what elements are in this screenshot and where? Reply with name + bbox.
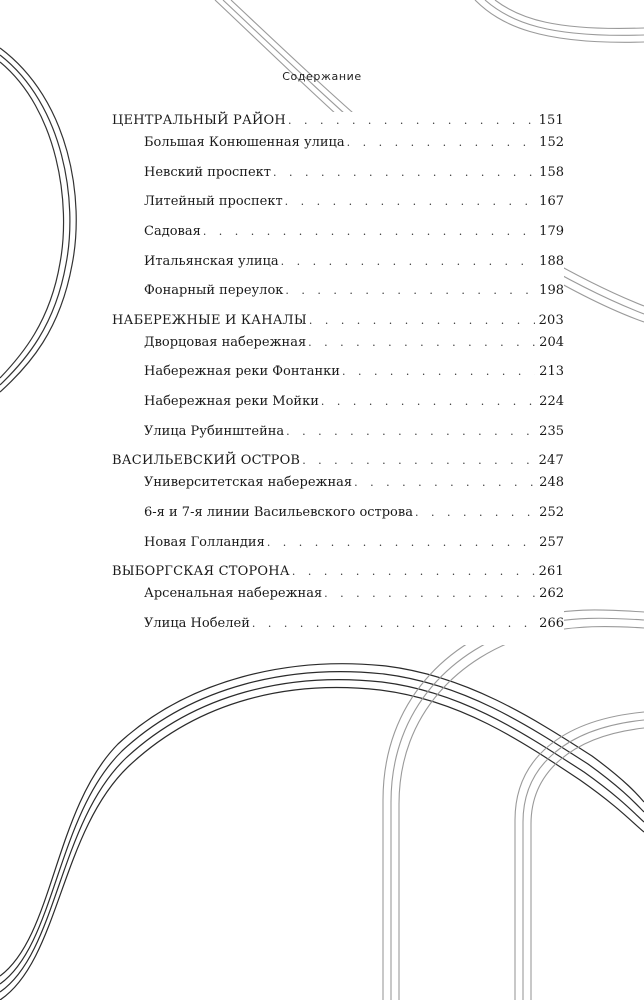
page-number: 158 [539,164,564,180]
leader-dots [347,134,536,152]
page-number: 203 [538,312,564,328]
leader-dots [415,504,535,522]
page-number: 247 [538,453,564,469]
toc-section-embankments-canals[interactable] [112,312,564,334]
page-number: 235 [539,423,564,439]
item-title: Фонарный переулок [144,283,284,299]
item-title: Арсенальная набережная [144,586,323,602]
leader-dots [342,363,535,381]
page-number: 252 [539,505,564,521]
leader-dots [288,112,535,130]
toc-item[interactable] [112,193,564,223]
table-of-contents [112,112,564,645]
leader-dots [286,423,535,441]
toc-item[interactable] [112,134,564,164]
page-number: 213 [539,364,564,380]
page-number: 261 [538,564,564,580]
item-title: Новая Голландия [144,534,265,550]
toc-item[interactable] [112,223,564,253]
leader-dots [321,393,535,411]
toc-section-vyborg-side[interactable] [112,563,564,585]
item-title: Большая Конюшенная улица [144,135,345,150]
toc-section-vasilyevsky-island[interactable] [112,452,564,474]
item-title: Университетская набережная [144,475,353,491]
bottom-right-loops-decoration [383,610,644,1000]
leader-dots [292,563,535,581]
toc-item[interactable] [112,474,564,504]
item-title: 6-я и 7-я линии Васильевского острова [144,505,413,521]
leader-dots [203,223,535,241]
leader-dots [324,585,535,603]
bottom-wave-decoration [0,664,644,1000]
item-title: Набережная реки Мойки [144,394,319,410]
toc-item[interactable] [112,282,564,312]
toc-item[interactable] [112,393,564,423]
toc-item[interactable] [112,334,564,364]
page-number: 266 [539,615,564,631]
item-title: Набережная реки Фонтанки [144,364,340,380]
item-title: Невский проспект [144,164,271,180]
item-title: Литейный проспект [144,194,283,210]
item-title: Улица Рубинштейна [144,423,285,439]
item-title: Садовая [144,223,201,239]
leader-dots [302,452,534,470]
toc-item[interactable] [112,504,564,534]
leader-dots [267,534,535,552]
leader-dots [309,312,535,330]
toc-item[interactable] [112,585,564,615]
page-number: 262 [539,586,564,602]
section-title: ЦЕНТРАЛЬНЫЙ РАЙОН [112,113,286,128]
section-title: ВЫБОРГСКАЯ СТОРОНА [112,564,290,580]
toc-item[interactable] [112,615,564,645]
section-title: НАБЕРЕЖНЫЕ И КАНАЛЫ [112,312,307,328]
page-number: 179 [539,223,564,239]
leader-dots [285,193,536,211]
toc-item[interactable] [112,164,564,194]
page-number: 198 [539,283,564,299]
toc-item[interactable] [112,253,564,283]
section-title: ВАСИЛЬЕВСКИЙ ОСТРОВ [112,453,301,469]
leader-dots [252,615,535,633]
toc-item[interactable] [112,423,564,453]
page-number: 151 [538,113,564,128]
toc-section-central-district[interactable] [112,112,564,134]
page-number: 204 [539,334,564,350]
page-number: 167 [539,194,564,210]
item-title: Дворцовая набережная [144,334,307,350]
leader-dots [308,334,535,352]
leader-dots [281,253,536,271]
toc-item[interactable] [112,363,564,393]
page-number: 152 [539,135,564,150]
page-number: 188 [539,253,564,269]
toc-item[interactable] [112,534,564,564]
toc-heading: Содержание [282,70,362,83]
leader-dots [285,282,535,300]
item-title: Улица Нобелей [144,615,250,631]
item-title: Итальянская улица [144,253,279,269]
leader-dots [273,164,535,182]
page-number: 257 [539,534,564,550]
page-number: 248 [539,475,564,491]
page-number: 224 [539,394,564,410]
leader-dots [354,474,535,492]
left-arc-decoration [0,48,76,392]
